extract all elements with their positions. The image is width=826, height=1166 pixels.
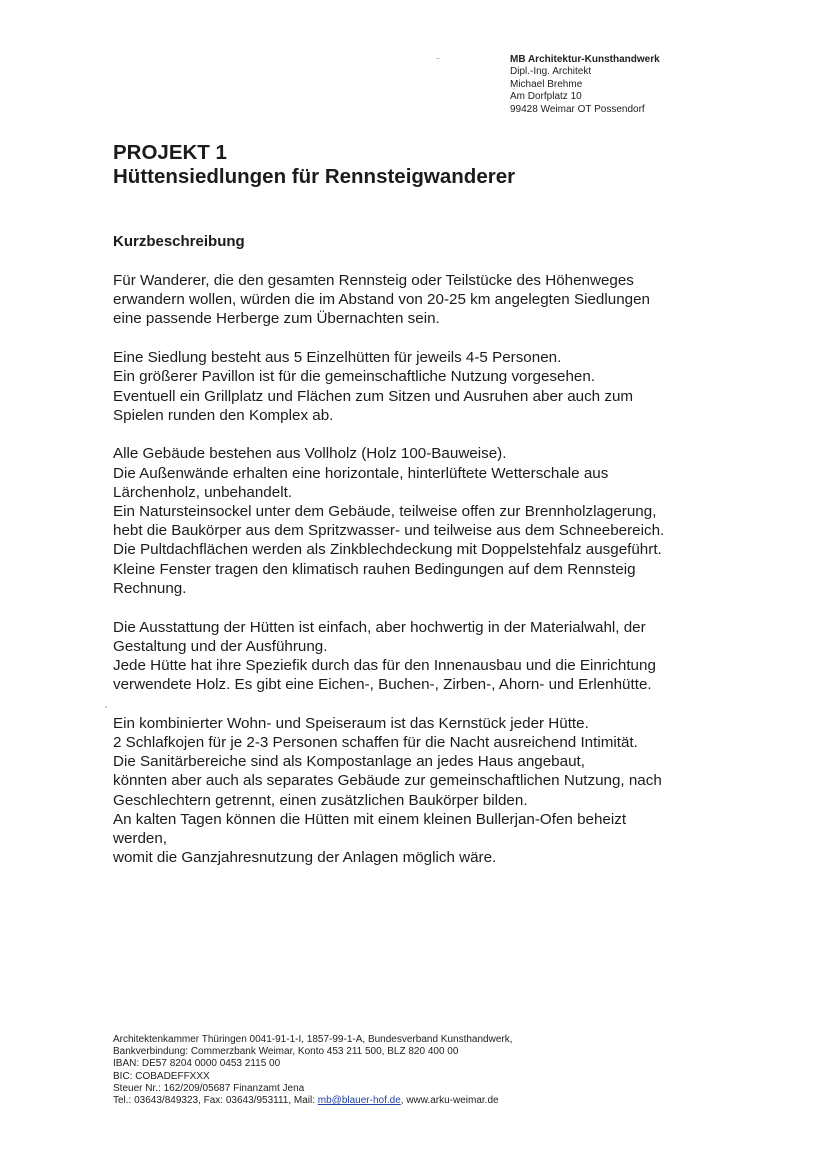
footer-contact-suffix: , www.arku-weimar.de bbox=[400, 1095, 499, 1107]
paragraph-line: Ein kombinierter Wohn- und Speiseraum ist das Kernstück jeder Hütte. bbox=[113, 714, 589, 732]
paragraph-line: Die Ausstattung der Hütten ist einfach, aber hochwertig in der Materialwahl, der bbox=[113, 618, 646, 636]
paragraph-line: Eine Siedlung besteht aus 5 Einzelhütten für jeweils 4-5 Personen. bbox=[113, 349, 562, 367]
footer-contact-line bbox=[113, 1095, 513, 1107]
letterhead-line: Dipl.-Ing. Architekt bbox=[510, 66, 592, 78]
body-paragraph bbox=[113, 444, 743, 598]
paragraph-line: Spielen runden den Komplex ab. bbox=[113, 406, 334, 424]
letterhead bbox=[510, 54, 660, 116]
footer-contact-prefix: Tel.: 03643/849323, Fax: 03643/953111, Mail: bbox=[113, 1095, 318, 1107]
letterhead-line: 99428 Weimar OT Possendorf bbox=[510, 103, 645, 115]
paragraph-line: Die Pultdachflächen werden als Zinkblechdeckung mit Doppelstehfalz ausgeführt. bbox=[113, 541, 662, 559]
paragraph-line: hebt die Baukörper aus dem Spritzwasser- und teilweise aus dem Schneebereich. bbox=[113, 522, 665, 540]
footer-line: Bankverbindung: Commerzbank Weimar, Konto 453 211 500, BLZ 820 400 00 bbox=[113, 1046, 459, 1058]
paragraph-line: Die Außenwände erhalten eine horizontale, hinterlüftete Wetterschale aus bbox=[113, 464, 609, 482]
paragraph-line: Jede Hütte hat ihre Speziefik durch das für den Innenausbau und die Einrichtung bbox=[113, 656, 656, 674]
letterhead-org: MB Architektur-Kunsthandwerk bbox=[510, 54, 660, 65]
body-paragraph bbox=[113, 714, 743, 868]
body-paragraph bbox=[113, 618, 743, 695]
footer bbox=[113, 1034, 513, 1107]
letterhead-line: Am Dorfplatz 10 bbox=[510, 91, 582, 103]
scan-speck bbox=[105, 706, 107, 708]
project-number: PROJEKT 1 bbox=[113, 141, 227, 164]
project-name: Hüttensiedlungen für Rennsteigwanderer bbox=[113, 165, 516, 188]
paragraph-line: Ein Natursteinsockel unter dem Gebäude, teilweise offen zur Brennholzlagerung, bbox=[113, 503, 657, 521]
paragraph-line: könnten aber auch als separates Gebäude zur gemeinschaftlichen Nutzung, nach bbox=[113, 772, 662, 790]
project-title bbox=[113, 141, 515, 189]
paragraph-line: Eventuell ein Grillplatz und Flächen zum Sitzen und Ausruhen aber auch zum bbox=[113, 387, 634, 405]
section-heading: Kurzbeschreibung bbox=[113, 233, 245, 250]
email-link[interactable]: mb@blauer-hof.de bbox=[317, 1095, 401, 1107]
paragraph-line: verwendete Holz. Es gibt eine Eichen-, Buchen-, Zirben-, Ahorn- und Erlenhütte. bbox=[113, 676, 652, 694]
letterhead-line: Michael Brehme bbox=[510, 78, 583, 90]
paragraph-line: Kleine Fenster tragen den klimatisch rauhen Bedingungen auf dem Rennsteig bbox=[113, 560, 636, 578]
paragraph-line: womit die Ganzjahresnutzung der Anlagen möglich wäre. bbox=[113, 849, 497, 867]
paragraph-line: Geschlechtern getrennt, einen zusätzlichen Baukörper bilden. bbox=[113, 791, 528, 809]
footer-line: IBAN: DE57 8204 0000 0453 2115 00 bbox=[113, 1058, 281, 1070]
paragraph-line: Gestaltung und der Ausführung. bbox=[113, 637, 328, 655]
paragraph-line: Lärchenholz, unbehandelt. bbox=[113, 483, 293, 501]
scan-speck bbox=[436, 58, 440, 59]
footer-line: BIC: COBADEFFXXX bbox=[113, 1070, 210, 1082]
paragraph-line: Alle Gebäude bestehen aus Vollholz (Holz 100-Bauweise). bbox=[113, 445, 507, 463]
paragraph-line: Ein größerer Pavillon ist für die gemeinschaftliche Nutzung vorgesehen. bbox=[113, 368, 596, 386]
paragraph-line: An kalten Tagen können die Hütten mit einem kleinen Bullerjan-Ofen beheizt bbox=[113, 810, 627, 828]
paragraph-line: Rechnung. bbox=[113, 579, 187, 597]
paragraph-line: erwandern wollen, würden die im Abstand von 20-25 km angelegten Siedlungen bbox=[113, 291, 650, 309]
body-paragraph bbox=[113, 348, 743, 425]
paragraph-line: Für Wanderer, die den gesamten Rennsteig oder Teilstücke des Höhenweges bbox=[113, 272, 634, 289]
footer-line: Steuer Nr.: 162/209/05687 Finanzamt Jena bbox=[113, 1082, 305, 1094]
footer-line: Architektenkammer Thüringen 0041-91-1-I, 1857-99-1-A, Bundesverband Kunsthandwerk, bbox=[113, 1034, 513, 1045]
paragraph-line: Die Sanitärbereiche sind als Kompostanlage an jedes Haus angebaut, bbox=[113, 753, 585, 771]
paragraph-line: eine passende Herberge zum Übernachten sein. bbox=[113, 310, 440, 328]
body-paragraph bbox=[113, 271, 743, 329]
body-text bbox=[113, 271, 743, 887]
paragraph-line: 2 Schlafkojen für je 2-3 Personen schaffen für die Nacht ausreichend Intimität. bbox=[113, 734, 638, 752]
paragraph-line: werden, bbox=[113, 830, 168, 848]
